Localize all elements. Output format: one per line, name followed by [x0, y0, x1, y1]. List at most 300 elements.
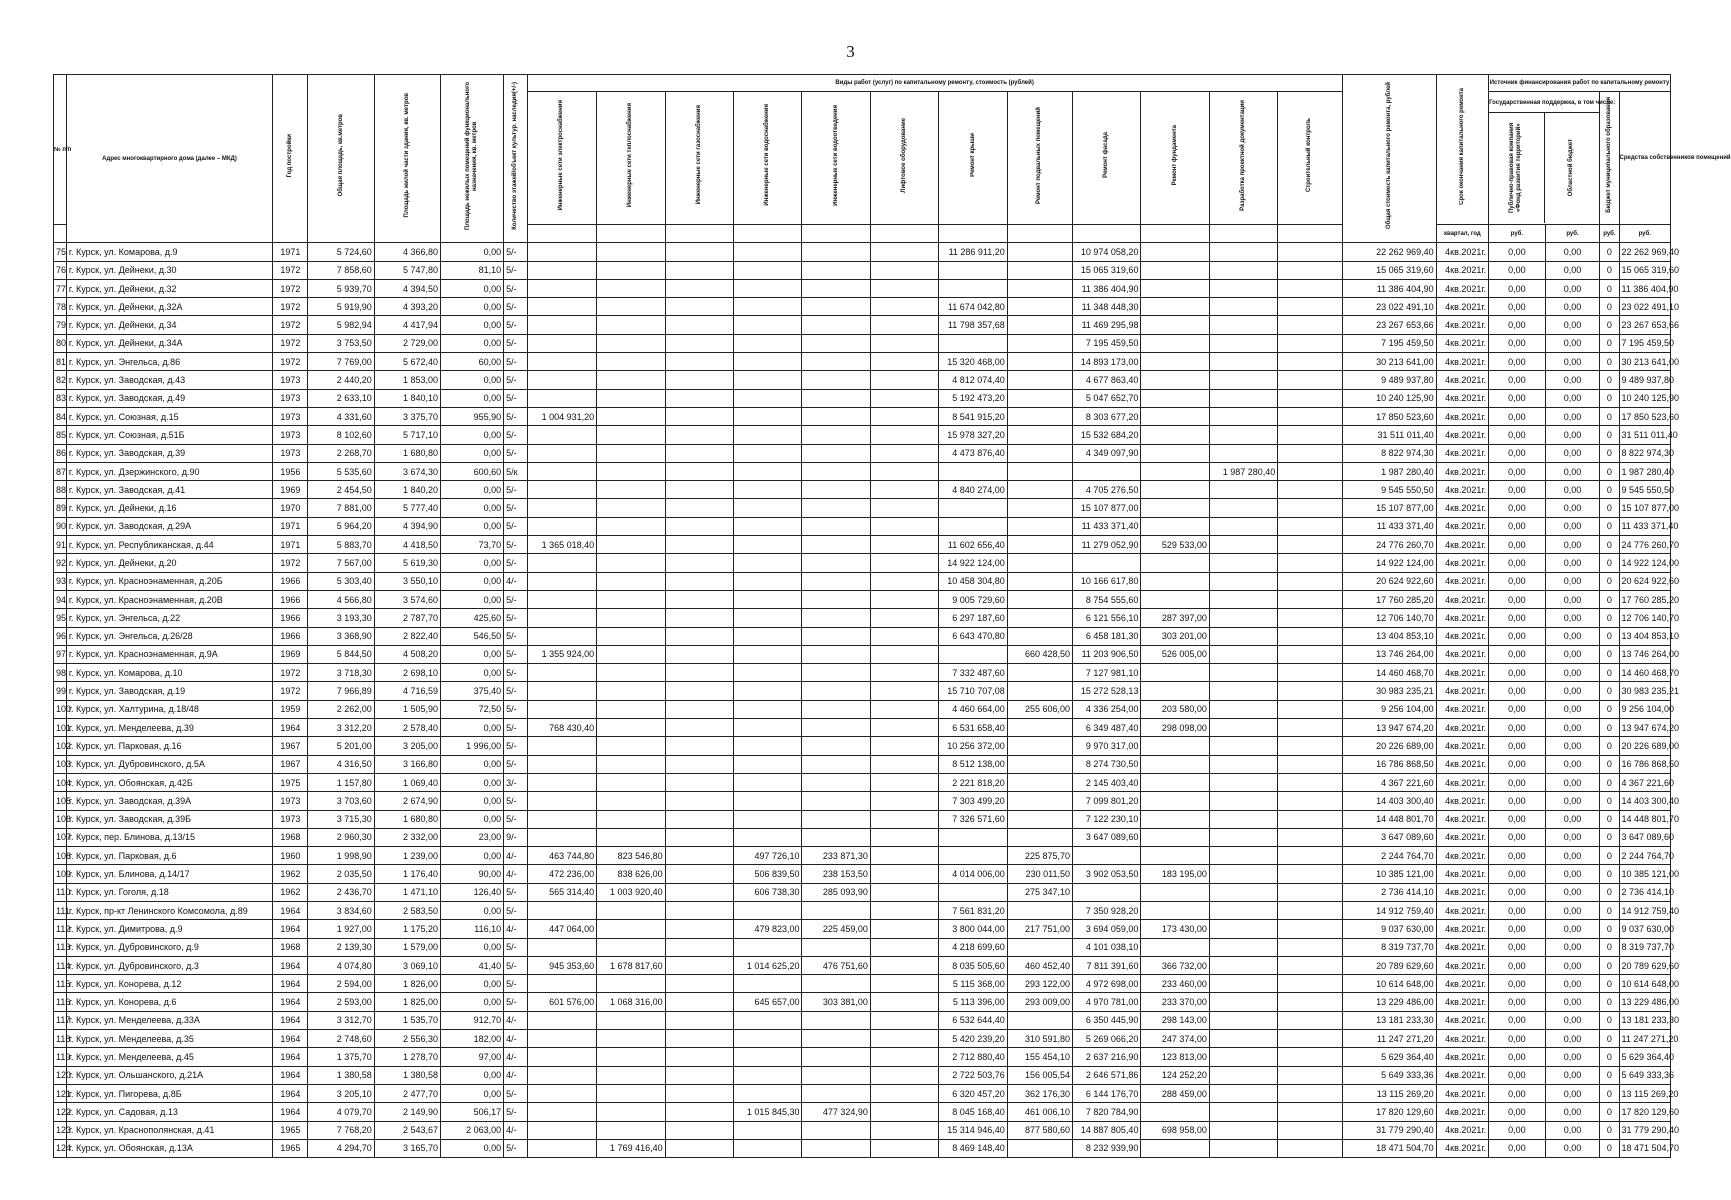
row-work-cost: 298 143,00 — [1141, 1011, 1209, 1029]
row-living-area: 3 165,70 — [374, 1139, 440, 1157]
row-work-cost — [734, 554, 802, 572]
row-work-cost — [527, 462, 597, 480]
row-year: 1973 — [273, 389, 308, 407]
row-term: 4кв.2021г. — [1436, 572, 1488, 590]
row-living-area: 1 825,00 — [374, 993, 440, 1011]
row-nonliving-area: 90,00 — [441, 865, 504, 883]
row-floors: 5/- — [504, 517, 528, 535]
row-work-cost — [870, 645, 938, 663]
row-work-cost — [734, 700, 802, 718]
row-term: 4кв.2021г. — [1436, 901, 1488, 919]
table-row — [54, 1011, 1671, 1029]
row-term: 4кв.2021г. — [1436, 773, 1488, 791]
row-work-cost — [1141, 901, 1209, 919]
row-fund: 0,00 — [1489, 847, 1546, 865]
row-living-area: 4 393,20 — [374, 298, 440, 316]
row-owners: 23 022 491,10 — [1619, 298, 1671, 316]
row-address: г. Курск, ул. Заводская, д.49 — [66, 389, 272, 407]
row-work-cost — [870, 371, 938, 389]
row-work-cost — [665, 243, 733, 261]
row-work-cost — [597, 1084, 665, 1102]
row-regional: 0,00 — [1545, 590, 1600, 608]
row-regional: 0,00 — [1545, 755, 1600, 773]
row-municipal: 0 — [1600, 554, 1619, 572]
row-total-cost: 13 181 233,30 — [1342, 1011, 1436, 1029]
row-work-cost — [1278, 572, 1342, 590]
row-owners: 15 107 877,00 — [1619, 499, 1671, 517]
row-work-cost — [1141, 353, 1209, 371]
row-living-area: 1 579,00 — [374, 938, 440, 956]
row-address: г. Курск, ул. Красноэнаменная, д.9А — [66, 645, 272, 663]
row-living-area: 1 505,90 — [374, 700, 440, 718]
row-work-cost — [1278, 792, 1342, 810]
table-row — [54, 444, 1671, 462]
row-work-cost — [597, 389, 665, 407]
row-total-cost: 20 226 689,00 — [1342, 737, 1436, 755]
row-fund: 0,00 — [1489, 517, 1546, 535]
row-work-cost — [527, 279, 597, 297]
row-work-cost — [527, 1084, 597, 1102]
row-nonliving-area: 0,00 — [441, 243, 504, 261]
row-work-cost — [1073, 462, 1141, 480]
row-work-cost — [1278, 426, 1342, 444]
row-total-area: 2 960,30 — [308, 828, 374, 846]
row-term: 4кв.2021г. — [1436, 755, 1488, 773]
row-work-cost — [665, 554, 733, 572]
row-work-cost — [1141, 298, 1209, 316]
table-row — [54, 993, 1671, 1011]
header-works-group: Виды работ (услуг) по капитальному ремонту, стоимость (рублей) — [527, 75, 1342, 92]
row-municipal: 0 — [1600, 444, 1619, 462]
row-work-cost — [870, 828, 938, 846]
row-floors: 5/- — [504, 389, 528, 407]
row-floors: 4/- — [504, 1121, 528, 1139]
row-term: 4кв.2021г. — [1436, 481, 1488, 499]
row-number: 105 — [54, 792, 67, 810]
table-body — [54, 243, 1680, 1158]
row-work-cost — [1209, 737, 1277, 755]
row-regional: 0,00 — [1545, 371, 1600, 389]
table-row — [54, 316, 1671, 334]
row-living-area: 1 840,20 — [374, 481, 440, 499]
row-work-cost — [527, 773, 597, 791]
row-nonliving-area: 1 996,00 — [441, 737, 504, 755]
header-work-sewer: Инженерные сети водоотведения — [802, 92, 870, 225]
row-total-cost: 14 922 124,00 — [1342, 554, 1436, 572]
row-municipal: 0 — [1600, 609, 1619, 627]
row-fund: 0,00 — [1489, 975, 1546, 993]
row-regional: 0,00 — [1545, 847, 1600, 865]
row-total-cost: 9 545 550,50 — [1342, 481, 1436, 499]
row-work-cost — [1278, 719, 1342, 737]
row-total-area: 4 079,70 — [308, 1103, 374, 1121]
row-floors: 5/- — [504, 883, 528, 901]
row-fund: 0,00 — [1489, 334, 1546, 352]
row-total-cost: 2 244 764,70 — [1342, 847, 1436, 865]
row-work-cost — [1278, 389, 1342, 407]
row-work-cost — [734, 1139, 802, 1157]
row-work-cost — [665, 901, 733, 919]
row-owners: 14 460 468,70 — [1619, 664, 1671, 682]
row-floors: 5/- — [504, 737, 528, 755]
row-work-cost: 479 823,00 — [734, 920, 802, 938]
row-total-cost: 2 736 414,10 — [1342, 883, 1436, 901]
row-fund: 0,00 — [1489, 609, 1546, 627]
row-nonliving-area: 600,60 — [441, 462, 504, 480]
row-work-cost — [734, 536, 802, 554]
row-term: 4кв.2021г. — [1436, 407, 1488, 425]
row-work-cost — [1209, 664, 1277, 682]
row-work-cost — [870, 554, 938, 572]
row-nonliving-area: 73,70 — [441, 536, 504, 554]
row-work-cost: 6 320 457,20 — [939, 1084, 1007, 1102]
row-work-cost — [802, 536, 870, 554]
row-work-cost — [802, 334, 870, 352]
row-work-cost — [1278, 1048, 1342, 1066]
row-work-cost: 660 428,50 — [1007, 645, 1072, 663]
row-work-cost — [597, 371, 665, 389]
row-floors: 5/- — [504, 664, 528, 682]
row-regional: 0,00 — [1545, 773, 1600, 791]
row-number: 92 — [54, 554, 67, 572]
header-work-unit-10 — [1141, 225, 1209, 243]
row-address: г. Курск, ул. Конорева, д.12 — [66, 975, 272, 993]
row-nonliving-area: 0,00 — [441, 773, 504, 791]
row-total-area: 3 834,60 — [308, 901, 374, 919]
row-floors: 5/- — [504, 554, 528, 572]
row-total-area: 4 566,80 — [308, 590, 374, 608]
row-total-cost: 23 022 491,10 — [1342, 298, 1436, 316]
row-total-cost: 30 213 641,00 — [1342, 353, 1436, 371]
row-regional: 0,00 — [1545, 353, 1600, 371]
row-regional: 0,00 — [1545, 792, 1600, 810]
row-municipal: 0 — [1600, 938, 1619, 956]
row-term: 4кв.2021г. — [1436, 444, 1488, 462]
row-total-area: 5 201,00 — [308, 737, 374, 755]
row-total-area: 5 939,70 — [308, 279, 374, 297]
row-regional: 0,00 — [1545, 444, 1600, 462]
row-work-cost — [1278, 1103, 1342, 1121]
row-work-cost — [1278, 828, 1342, 846]
row-owners: 20 789 629,60 — [1619, 956, 1671, 974]
table-row — [54, 462, 1671, 480]
row-work-cost: 8 469 148,40 — [939, 1139, 1007, 1157]
row-number: 82 — [54, 371, 67, 389]
row-work-cost — [665, 572, 733, 590]
row-work-cost — [802, 609, 870, 627]
row-total-cost: 5 649 333,36 — [1342, 1066, 1436, 1084]
row-work-cost — [802, 1066, 870, 1084]
row-floors: 5/- — [504, 719, 528, 737]
row-fund: 0,00 — [1489, 700, 1546, 718]
row-living-area: 2 332,00 — [374, 828, 440, 846]
row-municipal: 0 — [1600, 499, 1619, 517]
row-work-cost: 7 099 801,20 — [1073, 792, 1141, 810]
row-work-cost: 9 970 317,00 — [1073, 737, 1141, 755]
row-work-cost: 15 314 946,40 — [939, 1121, 1007, 1139]
table-row — [54, 719, 1671, 737]
row-work-cost: 601 576,00 — [527, 993, 597, 1011]
header-work-facade: Ремонт фасада — [1073, 92, 1141, 225]
row-owners: 5 629 364,40 — [1619, 1048, 1671, 1066]
header-nonliving-area: Площадь нежилых помещений функционального назначения, кв. метров — [441, 75, 504, 243]
row-work-cost — [1007, 554, 1072, 572]
row-work-cost — [665, 920, 733, 938]
row-fund: 0,00 — [1489, 1048, 1546, 1066]
row-total-cost: 20 789 629,60 — [1342, 956, 1436, 974]
row-work-cost — [665, 700, 733, 718]
row-work-cost — [597, 298, 665, 316]
row-work-cost — [1141, 828, 1209, 846]
row-work-cost: 7 303 499,20 — [939, 792, 1007, 810]
row-work-cost — [870, 847, 938, 865]
row-total-cost: 11 433 371,40 — [1342, 517, 1436, 535]
header-living-area: Площадь жилой части здания, кв. метров — [374, 75, 440, 243]
table-row — [54, 956, 1671, 974]
row-work-cost — [1209, 627, 1277, 645]
row-work-cost — [870, 993, 938, 1011]
row-work-cost — [1209, 1048, 1277, 1066]
row-work-cost: 11 279 052,90 — [1073, 536, 1141, 554]
table-row — [54, 828, 1671, 846]
row-total-area: 3 312,20 — [308, 719, 374, 737]
row-nonliving-area: 0,00 — [441, 334, 504, 352]
row-nonliving-area: 0,00 — [441, 847, 504, 865]
header-no-unit — [54, 225, 67, 243]
row-municipal: 0 — [1600, 481, 1619, 499]
row-work-cost — [870, 627, 938, 645]
row-work-cost: 476 751,60 — [802, 956, 870, 974]
row-work-cost — [1141, 590, 1209, 608]
row-work-cost — [527, 828, 597, 846]
row-work-cost — [1278, 371, 1342, 389]
row-work-cost — [802, 1084, 870, 1102]
row-year: 1964 — [273, 1103, 308, 1121]
row-term: 4кв.2021г. — [1436, 353, 1488, 371]
row-term: 4кв.2021г. — [1436, 1121, 1488, 1139]
row-year: 1972 — [273, 334, 308, 352]
row-work-cost — [734, 298, 802, 316]
row-work-cost — [734, 590, 802, 608]
row-work-cost: 4 460 664,00 — [939, 700, 1007, 718]
table-row — [54, 1121, 1671, 1139]
table-row — [54, 810, 1671, 828]
row-nonliving-area: 41,40 — [441, 956, 504, 974]
row-work-cost — [1278, 1030, 1342, 1048]
row-address: г. Курск, ул. Заводская, д.41 — [66, 481, 272, 499]
row-number: 78 — [54, 298, 67, 316]
row-work-cost — [802, 316, 870, 334]
row-total-area: 2 454,50 — [308, 481, 374, 499]
row-work-cost — [597, 737, 665, 755]
row-work-cost — [597, 682, 665, 700]
row-work-cost — [1141, 334, 1209, 352]
row-work-cost: 156 005,54 — [1007, 1066, 1072, 1084]
row-work-cost — [734, 1011, 802, 1029]
row-work-cost — [1007, 243, 1072, 261]
row-nonliving-area: 0,00 — [441, 810, 504, 828]
row-address: г. Курск, ул. Дейнеки, д.20 — [66, 554, 272, 572]
row-owners: 17 760 285,20 — [1619, 590, 1671, 608]
row-nonliving-area: 0,00 — [441, 426, 504, 444]
row-municipal: 0 — [1600, 1066, 1619, 1084]
row-owners: 13 229 486,00 — [1619, 993, 1671, 1011]
row-total-area: 1 380,58 — [308, 1066, 374, 1084]
row-work-cost — [1278, 499, 1342, 517]
row-owners: 2 244 764,70 — [1619, 847, 1671, 865]
row-number: 104 — [54, 773, 67, 791]
row-floors: 5/- — [504, 901, 528, 919]
header-work-unit-8 — [1007, 225, 1072, 243]
header-work-design: Разработка проектной документации — [1209, 92, 1277, 225]
row-municipal: 0 — [1600, 1048, 1619, 1066]
row-municipal: 0 — [1600, 920, 1619, 938]
row-total-area: 4 294,70 — [308, 1139, 374, 1157]
row-municipal: 0 — [1600, 828, 1619, 846]
row-work-cost — [734, 389, 802, 407]
row-work-cost — [1278, 883, 1342, 901]
row-work-cost: 217 751,00 — [1007, 920, 1072, 938]
row-work-cost — [1209, 847, 1277, 865]
row-work-cost: 6 350 445,90 — [1073, 1011, 1141, 1029]
row-work-cost: 233 370,00 — [1141, 993, 1209, 1011]
row-work-cost: 303 381,00 — [802, 993, 870, 1011]
row-total-cost: 11 386 404,90 — [1342, 279, 1436, 297]
row-total-cost: 10 385 121,00 — [1342, 865, 1436, 883]
row-work-cost — [870, 334, 938, 352]
row-work-cost — [1278, 298, 1342, 316]
row-living-area: 1 239,00 — [374, 847, 440, 865]
row-work-cost: 15 320 468,00 — [939, 353, 1007, 371]
row-total-area: 1 157,80 — [308, 773, 374, 791]
row-work-cost — [665, 792, 733, 810]
row-fund: 0,00 — [1489, 279, 1546, 297]
row-work-cost — [527, 609, 597, 627]
row-work-cost: 4 336 254,00 — [1073, 700, 1141, 718]
row-work-cost: 14 922 124,00 — [939, 554, 1007, 572]
row-living-area: 5 717,10 — [374, 426, 440, 444]
row-fund: 0,00 — [1489, 407, 1546, 425]
row-term: 4кв.2021г. — [1436, 719, 1488, 737]
row-work-cost — [939, 499, 1007, 517]
row-work-cost: 1 769 416,40 — [597, 1139, 665, 1157]
row-floors: 5/- — [504, 499, 528, 517]
row-year: 1964 — [273, 1048, 308, 1066]
row-term: 4кв.2021г. — [1436, 261, 1488, 279]
row-floors: 4/- — [504, 1048, 528, 1066]
row-work-cost — [1278, 261, 1342, 279]
header-fund: Публично-правовая компания «Фонд развития территорий» — [1489, 113, 1545, 223]
header-address: Адрес многоквартирного дома (далее – МКД) — [66, 75, 272, 243]
row-work-cost — [870, 590, 938, 608]
row-work-cost — [734, 261, 802, 279]
row-work-cost — [1141, 261, 1209, 279]
row-work-cost — [802, 261, 870, 279]
row-address: г. Курск, ул. Халтурина, д.18/48 — [66, 700, 272, 718]
header-work-unit-12 — [1278, 225, 1342, 243]
row-total-cost: 31 779 290,40 — [1342, 1121, 1436, 1139]
row-work-cost — [1278, 444, 1342, 462]
row-work-cost — [597, 700, 665, 718]
row-work-cost: 362 176,30 — [1007, 1084, 1072, 1102]
row-address: г. Курск, ул. Заводская, д.43 — [66, 371, 272, 389]
row-municipal: 0 — [1600, 279, 1619, 297]
row-work-cost — [870, 1048, 938, 1066]
row-floors: 5/- — [504, 536, 528, 554]
row-work-cost — [802, 353, 870, 371]
row-living-area: 1 853,00 — [374, 371, 440, 389]
row-work-cost — [939, 279, 1007, 297]
row-work-cost — [870, 1084, 938, 1102]
row-municipal: 0 — [1600, 975, 1619, 993]
table-row — [54, 682, 1671, 700]
row-regional: 0,00 — [1545, 828, 1600, 846]
row-year: 1964 — [273, 1084, 308, 1102]
row-work-cost — [734, 645, 802, 663]
row-work-cost — [1278, 334, 1342, 352]
row-work-cost — [1209, 956, 1277, 974]
row-work-cost — [1141, 682, 1209, 700]
row-total-area: 2 748,60 — [308, 1030, 374, 1048]
row-owners: 13 181 233,30 — [1619, 1011, 1671, 1029]
row-work-cost — [1209, 334, 1277, 352]
row-number: 110 — [54, 883, 67, 901]
row-year: 1964 — [273, 920, 308, 938]
row-term: 4кв.2021г. — [1436, 920, 1488, 938]
row-address: г. Курск, ул. Дубровинского, д.5А — [66, 755, 272, 773]
row-work-cost — [527, 298, 597, 316]
row-total-area: 3 312,70 — [308, 1011, 374, 1029]
row-work-cost — [665, 975, 733, 993]
row-work-cost — [1209, 572, 1277, 590]
row-fund: 0,00 — [1489, 462, 1546, 480]
row-work-cost — [939, 828, 1007, 846]
row-work-cost — [1007, 298, 1072, 316]
row-work-cost — [527, 261, 597, 279]
row-floors: 5/- — [504, 609, 528, 627]
row-number: 75 — [54, 243, 67, 261]
row-work-cost — [597, 462, 665, 480]
row-work-cost — [665, 1084, 733, 1102]
header-municipal-unit: руб. — [1600, 225, 1619, 243]
row-municipal: 0 — [1600, 572, 1619, 590]
row-work-cost — [870, 773, 938, 791]
row-work-cost — [665, 279, 733, 297]
row-term: 4кв.2021г. — [1436, 810, 1488, 828]
row-total-cost: 12 706 140,70 — [1342, 609, 1436, 627]
row-floors: 5/- — [504, 645, 528, 663]
row-work-cost — [527, 554, 597, 572]
row-owners: 13 746 264,00 — [1619, 645, 1671, 663]
row-work-cost — [665, 426, 733, 444]
row-regional: 0,00 — [1545, 334, 1600, 352]
row-living-area: 4 394,90 — [374, 517, 440, 535]
row-work-cost — [939, 334, 1007, 352]
row-address: г. Курск, ул. Дейнеки, д.30 — [66, 261, 272, 279]
row-nonliving-area: 912,70 — [441, 1011, 504, 1029]
row-work-cost — [665, 828, 733, 846]
row-work-cost: 285 093,90 — [802, 883, 870, 901]
row-address: г. Курск, пр-кт Ленинского Комсомола, д.89 — [66, 901, 272, 919]
row-work-cost: 4 101 038,10 — [1073, 938, 1141, 956]
row-work-cost — [734, 1084, 802, 1102]
row-owners: 17 850 523,60 — [1619, 407, 1671, 425]
row-fund: 0,00 — [1489, 682, 1546, 700]
row-work-cost: 1 678 817,60 — [597, 956, 665, 974]
header-owners-unit: руб. — [1619, 225, 1671, 243]
row-work-cost — [665, 1011, 733, 1029]
row-work-cost — [527, 1048, 597, 1066]
